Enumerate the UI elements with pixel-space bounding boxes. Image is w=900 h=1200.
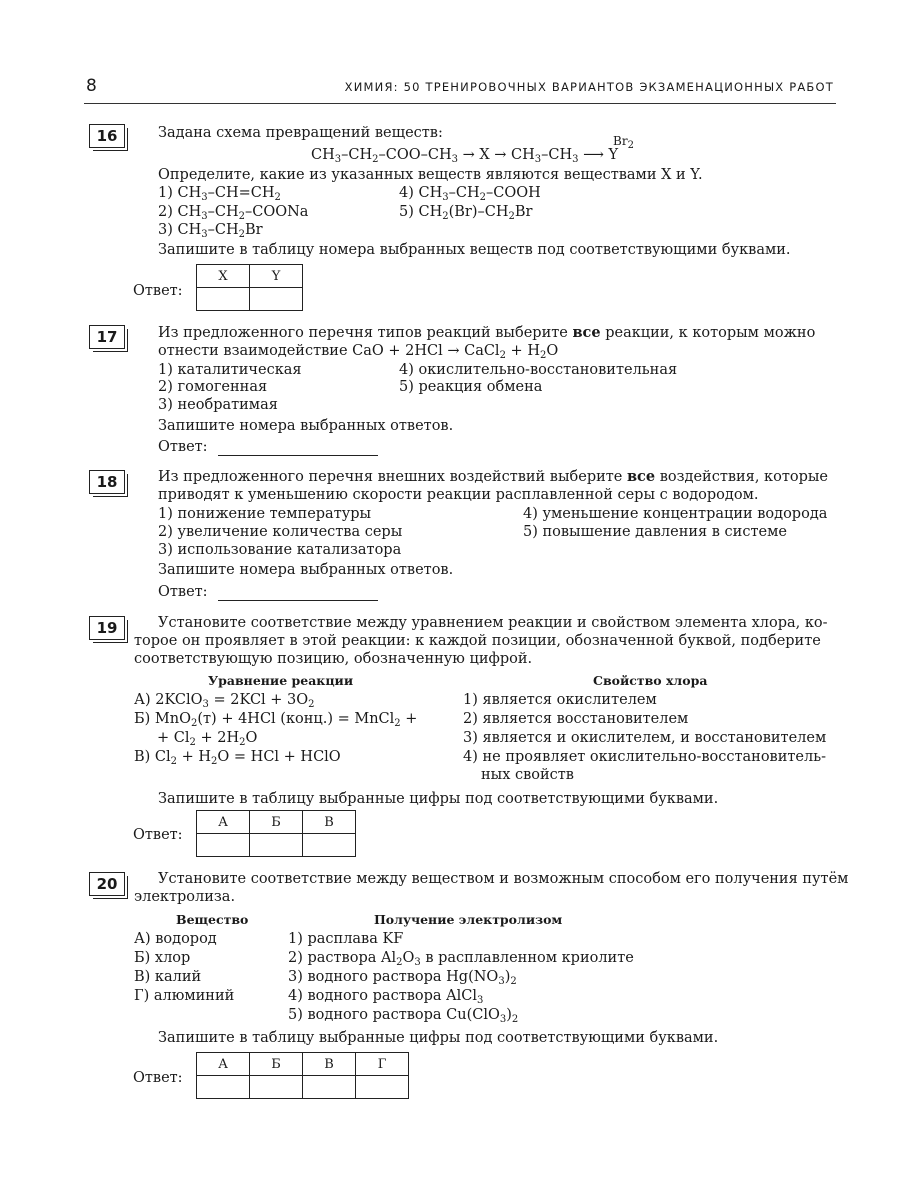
q18-option-5: 5) повышение давления в системе (523, 524, 787, 540)
header-divider (84, 103, 836, 104)
q16-question: Определите, какие из указанных веществ являются веществами X и Y. (158, 167, 703, 183)
q17-line-2: отнести взаимодействие CaO + 2HCl → CaCl$_2$ + $H_2O$ (158, 343, 559, 361)
q20-header-b: Б (250, 1053, 303, 1076)
q20-right-4: 4) водного раствора AlCl$_3$ (288, 988, 484, 1006)
page-number: 8 (86, 76, 97, 96)
question-number-18: 18 (89, 470, 125, 494)
q20-header-c: В (303, 1053, 356, 1076)
q20-answer-cell[interactable] (250, 1076, 303, 1099)
q18-line-2: приводят к уменьшению скорости реакции расплавленной серы с водородом. (158, 487, 759, 503)
q18-line-1: Из предложенного перечня внешних воздействий выберите все воздействия, которые (158, 468, 828, 485)
q17-instruction: Запишите номера выбранных ответов. (158, 418, 454, 434)
q20-line-2: электролиза. (134, 889, 236, 905)
q19-instruction: Запишите в таблицу выбранные цифры под соответствующими буквами. (158, 791, 719, 807)
q20-right-5: 5) водного раствора $Cu(ClO_3)_2$ (288, 1007, 519, 1025)
q19-right-4-cont: ных свойств (481, 767, 574, 783)
q16-instruction: Запишите в таблицу номера выбранных веществ под соответствующими буквами. (158, 242, 791, 258)
q17-answer-label: Ответ: (158, 439, 208, 455)
q17-line-1: Из предложенного перечня типов реакций выберите все реакции, к которым можно (158, 324, 816, 341)
q16-answer-cell[interactable] (250, 288, 303, 311)
q19-right-1: 1) является окислителем (463, 692, 657, 708)
q20-answer-cell[interactable] (197, 1076, 250, 1099)
q20-answer-cell[interactable] (356, 1076, 409, 1099)
q18-option-2: 2) увеличение количества серы (158, 524, 403, 540)
q19-right-header: Свойство хлора (593, 673, 708, 688)
q20-instruction: Запишите в таблицу выбранные цифры под соответствующими буквами. (158, 1030, 719, 1046)
q19-header-c: В (303, 811, 356, 834)
question-number-19: 19 (89, 616, 125, 640)
q19-line-1: Установите соответствие между уравнением реакции и свойством элемента хлора, ко- (158, 615, 828, 631)
q19-answer-cell[interactable] (250, 834, 303, 857)
q19-left-header: Уравнение реакции (208, 673, 354, 688)
question-number-17: 17 (89, 325, 125, 349)
q19-left-b: Б) MnO$_2$(т) + 4HCl (конц.) = MnCl$_2$ + (134, 711, 418, 729)
q17-answer-field[interactable] (218, 454, 378, 456)
q20-right-1: 1) расплава KF (288, 931, 404, 947)
q20-left-d: Г) алюминий (134, 988, 235, 1004)
q19-left-c: В) $Cl_2 + H_2O$ = HCl + HClO (134, 749, 341, 767)
q17-option-3: 3) необратимая (158, 397, 278, 413)
q16-arrow-reagent: $Br_2$ (613, 134, 634, 151)
q17-option-4: 4) окислительно-восстановительная (399, 362, 678, 378)
q19-answer-cell[interactable] (197, 834, 250, 857)
q16-answer-cell[interactable] (197, 288, 250, 311)
question-number-20: 20 (89, 872, 125, 896)
q16-option-1: 1) $CH_3-CH=CH_2$ (158, 185, 281, 203)
q16-answer-table (196, 264, 303, 311)
q18-answer-field[interactable] (218, 599, 378, 601)
q17-option-2: 2) гомогенная (158, 379, 268, 395)
q20-answer-cell[interactable] (303, 1076, 356, 1099)
q16-intro: Задана схема превращений веществ: (158, 125, 443, 141)
q20-right-header: Получение электролизом (374, 912, 563, 927)
q16-header-x: X (197, 265, 250, 288)
q20-left-header: Вещество (176, 912, 249, 927)
q19-right-3: 3) является и окислителем, и восстановителем (463, 730, 827, 746)
q20-line-1: Установите соответствие между веществом и возможным способом его получения путём (158, 871, 849, 887)
q19-line-3: соответствующую позицию, обозначенную цифрой. (134, 651, 533, 667)
q17-option-1: 1) каталитическая (158, 362, 302, 378)
q20-right-3: 3) водного раствора $Hg(NO_3)_2$ (288, 969, 517, 987)
q19-answer-table (196, 810, 356, 857)
q19-header-b: Б (250, 811, 303, 834)
q16-header-y: Y (250, 265, 303, 288)
q19-answer-label: Ответ: (133, 827, 183, 843)
q19-answer-cell[interactable] (303, 834, 356, 857)
q16-scheme: $CH_3-CH_2-COO-CH_3 \to X \to CH_3-CH_3$ ⟶ Y (311, 147, 619, 165)
q20-left-a: А) водород (134, 931, 217, 947)
q16-option-4: 4) $CH_3-CH_2$–COOH (399, 185, 541, 203)
q19-left-a: А) 2KClO$_3$ = $2KCl + 3O_2$ (134, 692, 315, 710)
q20-right-2: 2) раствора $Al_2O_3$ в расплавленном криолите (288, 950, 634, 968)
running-title: ХИМИЯ: 50 ТРЕНИРОВОЧНЫХ ВАРИАНТОВ ЭКЗАМЕНАЦИОННЫХ РАБОТ (344, 80, 834, 94)
q18-option-4: 4) уменьшение концентрации водорода (523, 506, 828, 522)
q19-header-a: А (197, 811, 250, 834)
question-number-16: 16 (89, 124, 125, 148)
q18-instruction: Запишите номера выбранных ответов. (158, 562, 454, 578)
q20-left-c: В) калий (134, 969, 202, 985)
q20-left-b: Б) хлор (134, 950, 191, 966)
q16-answer-label: Ответ: (133, 283, 183, 299)
q16-option-2: 2) $CH_3-CH_2$–COONa (158, 204, 309, 222)
q20-header-d: Г (356, 1053, 409, 1076)
q19-line-2: торое он проявляет в этой реакции: к каждой позиции, обозначенной буквой, подберите (134, 633, 821, 649)
q16-option-3: 3) $CH_3-CH_2Br$ (158, 222, 263, 240)
q19-right-4: 4) не проявляет окислительно-восстановитель- (463, 749, 826, 765)
q20-header-a: А (197, 1053, 250, 1076)
q20-answer-label: Ответ: (133, 1070, 183, 1086)
q20-answer-table (196, 1052, 409, 1099)
q18-answer-label: Ответ: (158, 584, 208, 600)
q17-option-5: 5) реакция обмена (399, 379, 543, 395)
q18-option-1: 1) понижение температуры (158, 506, 372, 522)
q19-left-b-cont: + $Cl_2 + 2H_2O$ (157, 730, 258, 748)
q16-option-5: 5) $CH_2(Br)-CH_2Br$ (399, 204, 533, 222)
q19-right-2: 2) является восстановителем (463, 711, 689, 727)
q18-option-3: 3) использование катализатора (158, 542, 402, 558)
